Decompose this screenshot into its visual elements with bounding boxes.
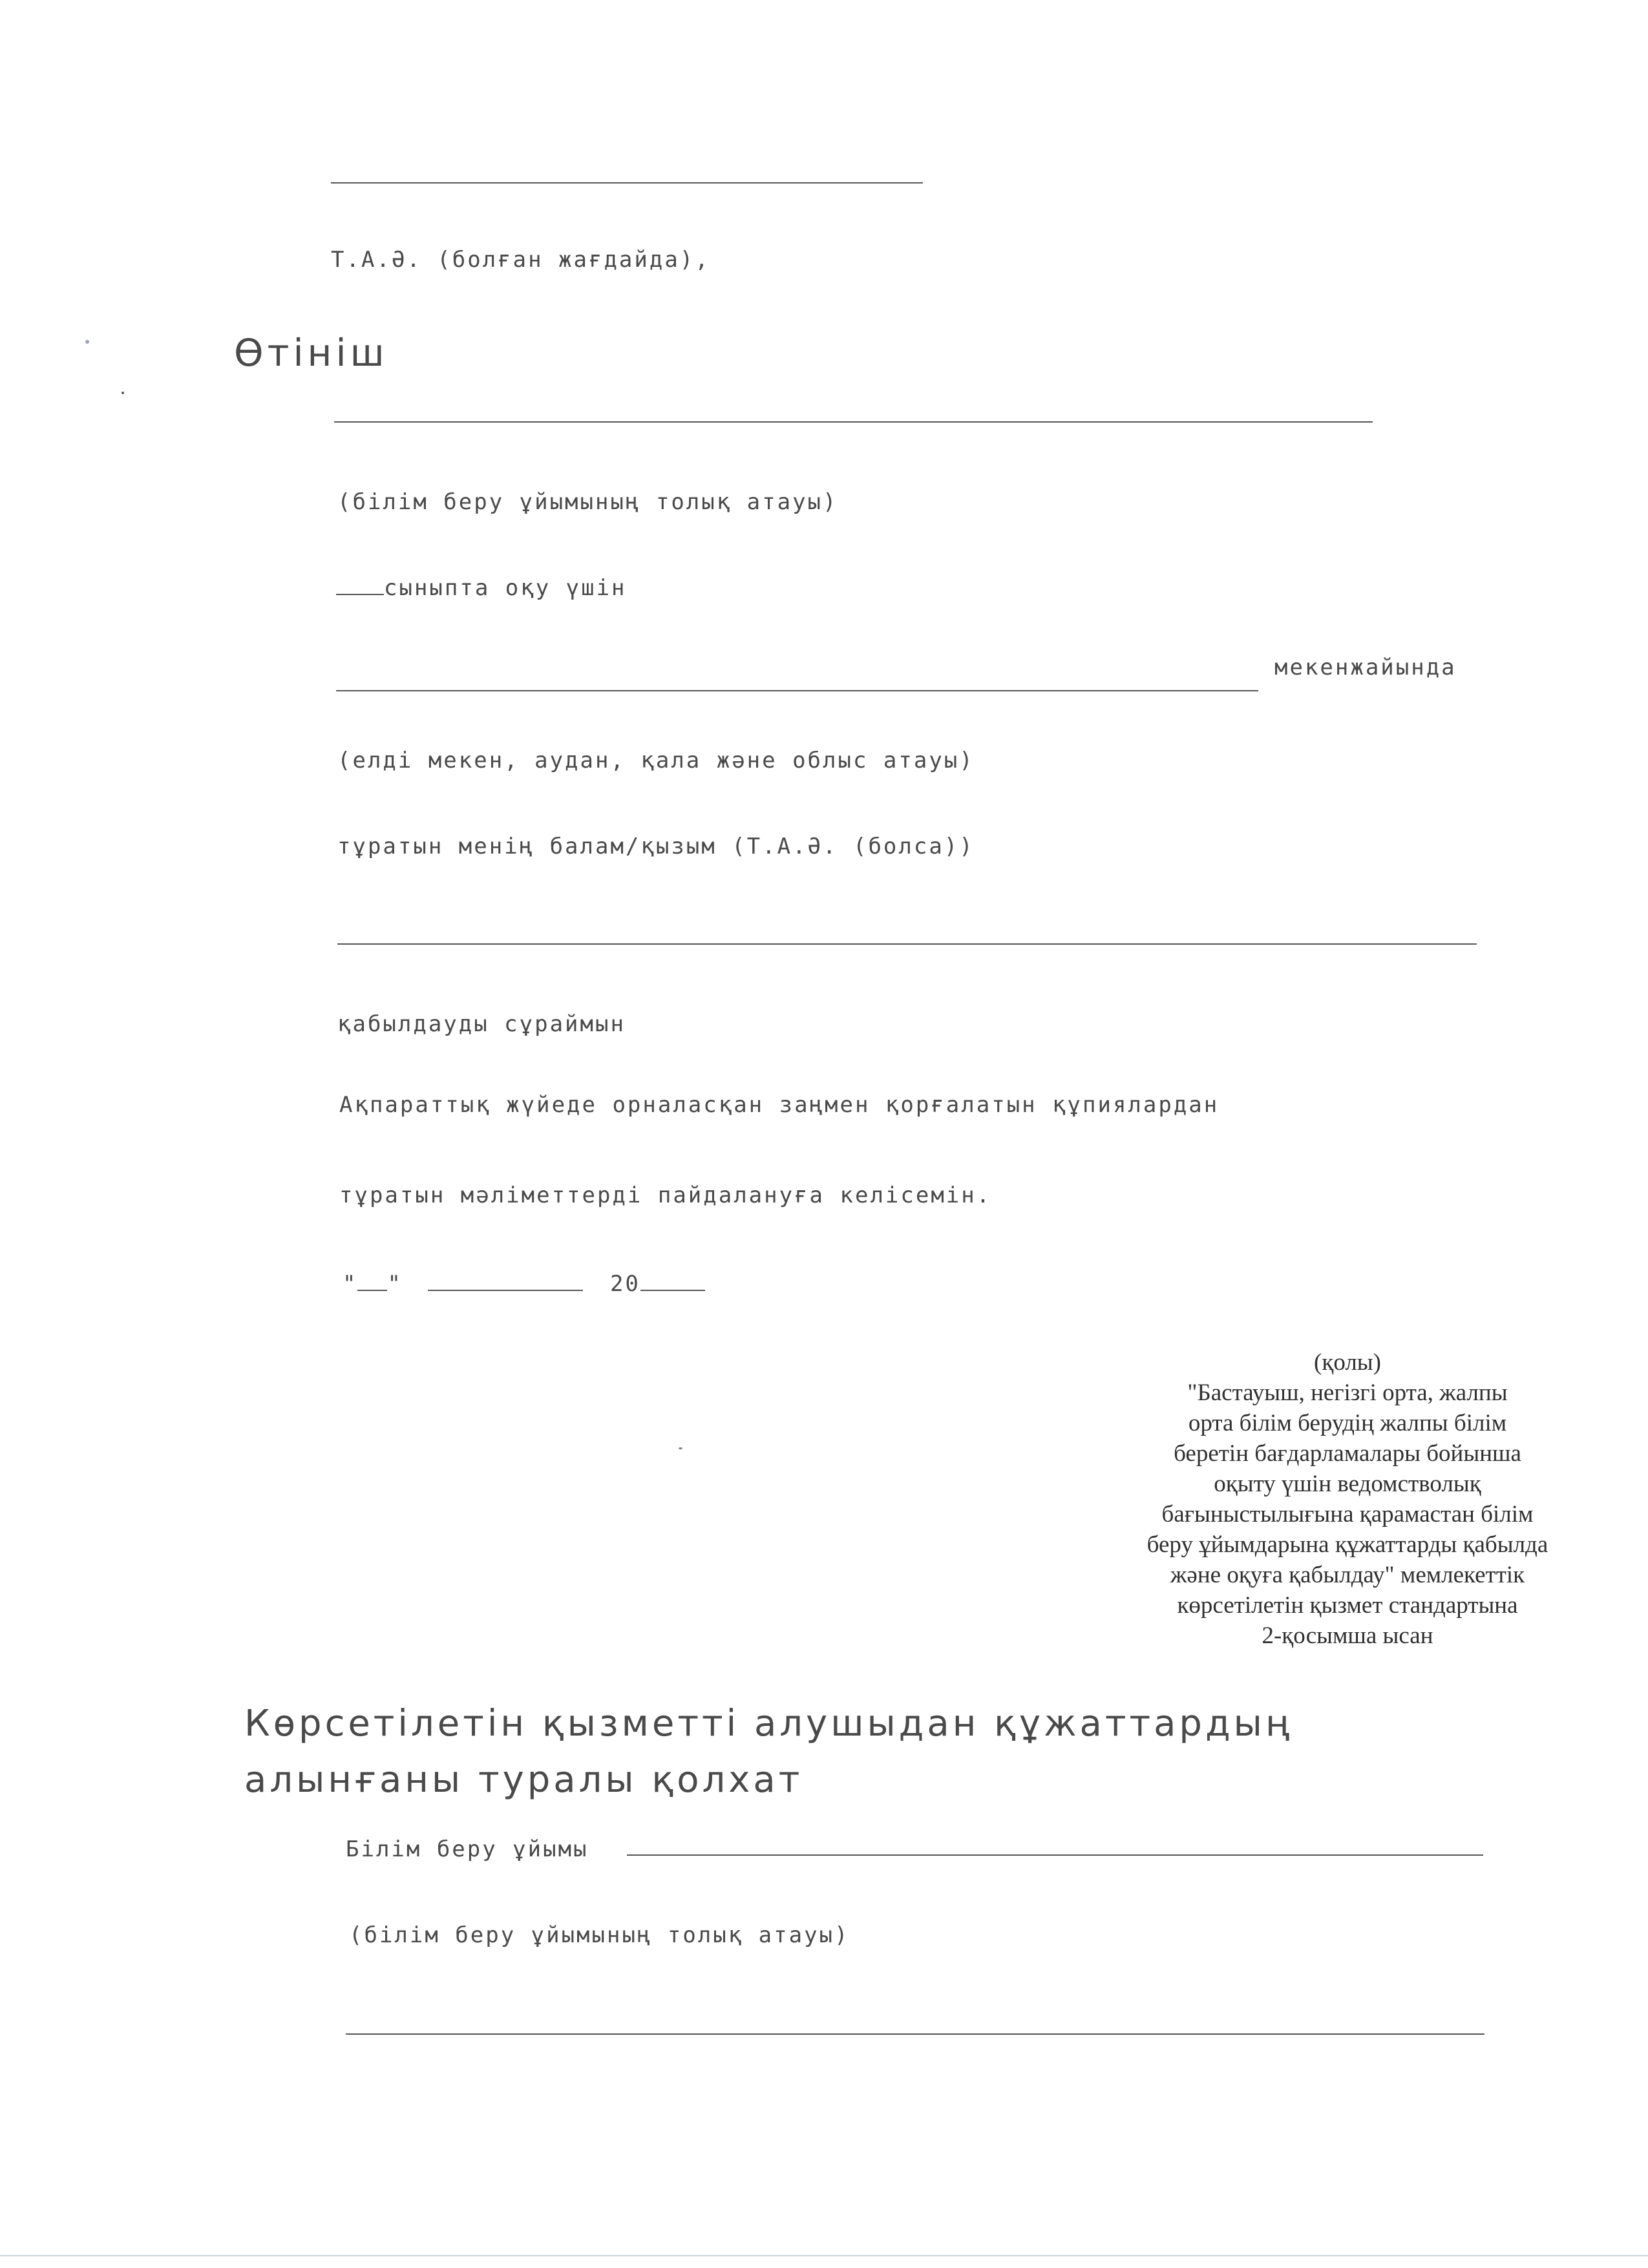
- date-month-blank: [428, 1290, 583, 1291]
- signature-label: (қолы): [1314, 1349, 1381, 1376]
- annex-line: 2-қосымша ысан: [1262, 1622, 1433, 1649]
- class-number-blank: [336, 594, 384, 595]
- annex-line: "Бастауыш, негізгі орта, жалпы: [1187, 1380, 1508, 1406]
- consent-text-line2: тұратын мәліметтерді пайдалануға келісемін.: [339, 1182, 992, 1208]
- date-year-blank: [640, 1290, 705, 1291]
- scan-bottom-edge: [0, 2255, 1648, 2256]
- annex-line: орта білім берудің жалпы білім: [1188, 1410, 1507, 1436]
- org-name-caption: (білім беру ұйымының толық атауы): [337, 489, 838, 515]
- applicant-name-caption: Т.А.Ә. (болған жағдайда),: [331, 247, 710, 273]
- receipt-org-label: Білім беру ұйымы: [346, 1836, 589, 1862]
- annex-line: және оқуға қабылдау" мемлекеттік: [1170, 1562, 1525, 1588]
- address-caption: (елді мекен, аудан, қала және облыс атауы): [337, 748, 975, 773]
- annex-line: беретін бағдарламалары бойынша: [1174, 1440, 1521, 1467]
- address-line: [336, 690, 1258, 691]
- annex-line: бағыныстылығына қарамастан білім: [1161, 1501, 1534, 1528]
- date-year-prefix: 20: [609, 1271, 640, 1297]
- application-title: Өтініш: [234, 331, 388, 375]
- scan-speck: [121, 392, 124, 394]
- receipt-title-line1: Көрсетілетін қызметті алушыдан құжаттардың: [244, 1703, 1293, 1745]
- annex-line: беру ұйымдарына құжаттарды қабылда: [1146, 1531, 1548, 1558]
- org-name-line: [334, 421, 1373, 423]
- annex-line: оқыту үшін ведомстволық: [1214, 1471, 1481, 1497]
- class-suffix: сыныпта оқу үшін: [384, 575, 627, 601]
- date-close-quote: ": [387, 1271, 403, 1297]
- class-line: [336, 575, 627, 602]
- date-line: [343, 1271, 705, 1297]
- scan-speck: [85, 340, 89, 344]
- annex-line: көрсетілетін қызмет стандартына: [1177, 1592, 1518, 1619]
- request-text: қабылдауды сұраймын: [337, 1011, 626, 1037]
- date-open-quote: ": [343, 1271, 358, 1297]
- applicant-name-line: [331, 182, 923, 184]
- receipt-org-caption: (білім беру ұйымының толық атауы): [349, 1922, 850, 1948]
- address-suffix: мекенжайында: [1274, 655, 1457, 680]
- receipt-title-line2: алынғаны туралы қолхат: [244, 1759, 803, 1801]
- child-name-label: тұратын менің балам/қызым (Т.А.Ә. (болса)): [337, 834, 975, 859]
- child-name-line: [337, 943, 1477, 945]
- receipt-signature-line: [346, 2033, 1484, 2035]
- annex-note: [1112, 1347, 1583, 1651]
- receipt-org-line: [627, 1854, 1483, 1856]
- consent-text-line1: Ақпараттық жүйеде орналасқан заңмен қорғалатын құпиялардан: [339, 1092, 1220, 1118]
- date-day-blank: [357, 1290, 387, 1291]
- scan-speck: [679, 1447, 682, 1449]
